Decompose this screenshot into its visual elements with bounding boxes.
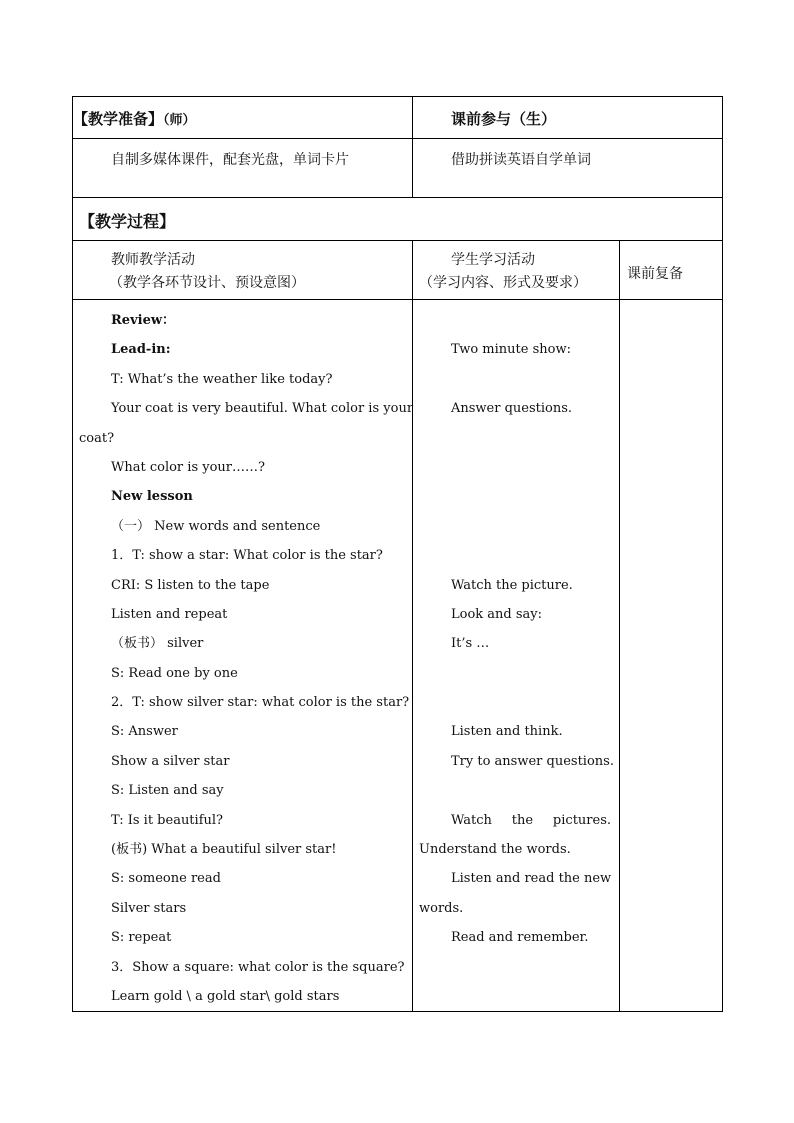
teacher-line: （一） New words and sentence — [111, 518, 321, 534]
teacher-line: New lesson — [111, 489, 193, 505]
student-line — [413, 512, 619, 541]
teacher-activity-subtitle: （教学各环节设计、预设意图） — [109, 275, 305, 291]
student-activity-header — [413, 241, 620, 300]
process-columns-row — [73, 241, 723, 300]
student-line: Understand the words. — [419, 842, 571, 858]
student-prep-content: 借助拼读英语自学单词 — [413, 139, 723, 198]
teacher-line: Show a silver star — [111, 753, 230, 769]
student-line — [413, 424, 619, 453]
student-line: Watch the picture. — [451, 577, 573, 593]
student-line — [413, 982, 619, 1011]
teacher-line: S: Read one by one — [111, 665, 238, 681]
teacher-line: Listen and repeat — [111, 606, 228, 622]
lesson-plan-table — [72, 96, 723, 1012]
student-activity-subtitle: （学习内容、形式及要求） — [419, 275, 587, 291]
student-line: Listen and think. — [451, 724, 563, 740]
teacher-line: Learn gold \ a gold star\ gold stars — [111, 988, 340, 1004]
teacher-line: S: Answer — [111, 724, 178, 740]
student-line — [413, 365, 619, 394]
student-line: Look and say: — [451, 606, 543, 622]
teacher-line: CRI: S listen to the tape — [111, 577, 270, 593]
process-body-row — [73, 300, 723, 1012]
student-line — [413, 953, 619, 982]
prep-content-row — [73, 139, 723, 198]
student-line — [413, 453, 619, 482]
prep-header-row — [73, 97, 723, 139]
teacher-line: (板书) What a beautiful silver star! — [111, 842, 337, 858]
teacher-prep-tag: （师） — [163, 113, 196, 128]
student-line: Listen and read the new — [451, 871, 612, 887]
teacher-line: 2．T: show silver star: what color is the star? — [111, 695, 410, 711]
student-line: Two minute show: — [451, 342, 571, 358]
student-line — [413, 306, 619, 335]
teacher-activities — [73, 300, 413, 1012]
teacher-line: coat? — [79, 430, 115, 446]
teacher-line: What color is your……? — [111, 459, 265, 475]
teacher-line: Silver stars — [111, 900, 187, 916]
teacher-prep-content: 自制多媒体课件，配套光盘，单词卡片 — [73, 139, 413, 198]
teacher-line: Your coat is very beautiful. What color is your — [111, 401, 414, 417]
process-heading: 【教学过程】 — [73, 198, 723, 241]
student-line — [413, 659, 619, 688]
student-prep-heading-cell — [413, 97, 723, 139]
teacher-line: S: someone read — [111, 871, 221, 887]
teacher-line: T: Is it beautiful? — [111, 812, 224, 828]
student-activities — [413, 300, 620, 1012]
student-prep-heading: 课前参与（生） — [451, 110, 557, 128]
teacher-prep-heading: 【教学准备】 — [73, 110, 164, 128]
student-line — [413, 688, 619, 717]
teacher-line: S: repeat — [111, 930, 172, 946]
teacher-line: 1．T: show a star: What color is the star? — [111, 548, 383, 564]
student-line: Answer questions. — [451, 401, 573, 417]
student-line — [413, 541, 619, 570]
teacher-activity-title: 教师教学活动 — [111, 252, 195, 268]
teacher-line: S: Listen and say — [111, 783, 224, 799]
process-heading-row — [73, 198, 723, 241]
student-line: Watch the pictures. — [451, 812, 611, 828]
teacher-line: 3．Show a square: what color is the square? — [111, 959, 405, 975]
teacher-line: （板书） silver — [111, 636, 204, 652]
student-line: It’s … — [451, 636, 490, 652]
teacher-activity-header — [73, 241, 413, 300]
student-line: words. — [419, 900, 464, 916]
student-line — [413, 776, 619, 805]
teacher-line: T: What’s the weather like today? — [111, 371, 333, 387]
student-activity-title: 学生学习活动 — [451, 252, 535, 268]
teacher-line: Review： — [111, 313, 176, 328]
review-column-header: 课前复备 — [620, 241, 723, 300]
student-line: Try to answer questions. — [451, 753, 614, 769]
student-line: Read and remember. — [451, 930, 589, 946]
student-line — [413, 482, 619, 511]
review-notes-cell — [620, 300, 723, 1012]
teacher-line: Lead-in: — [111, 342, 171, 358]
teacher-prep-heading-cell — [73, 97, 413, 139]
